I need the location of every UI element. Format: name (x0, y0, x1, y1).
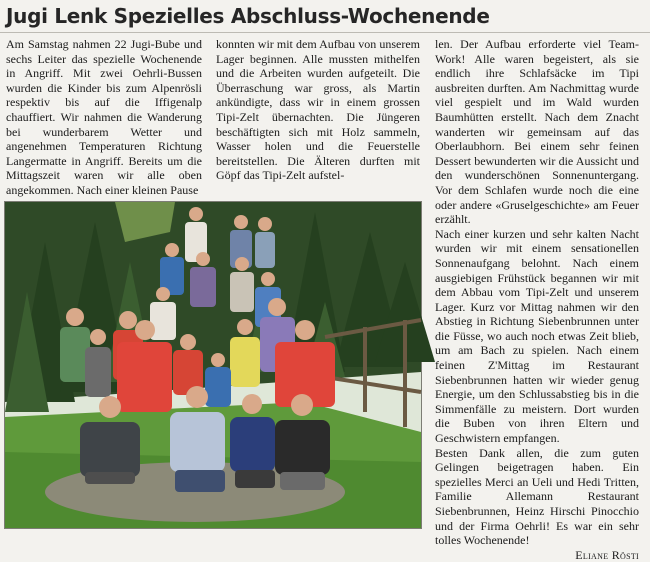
column-3-paragraph-3 (435, 446, 639, 562)
article-title: Jugi Lenk Spezielles Abschluss-Wochenende (6, 4, 490, 28)
group-photo (4, 201, 422, 529)
author-signature (435, 548, 639, 562)
author-name: Eliane Rösti (575, 547, 639, 562)
column-2-text: konnten wir mit dem Aufbau von unserem Lager beginnen. Alle mussten mithelfen und die Arbeiten wurden aufgeteilt. Die Überraschung war gross, als Martin ankündigte, dass wir in einem grossen Tipi-Zelt übernachten. Die Jüngeren beschäftigten sich mit Holz sammeln, Wasser holen und die Feuerstelle bereitstellen. Die Älteren durften mit Göpf das Tipi-Zelt aufstel- (216, 37, 420, 183)
column-2 (216, 37, 420, 183)
column-3 (435, 37, 639, 562)
thanks-text: Besten Dank allen, die zum guten Gelingen beigetragen haben. Ein spezielles Merci an Ueli und Hedi Tritten, Familie Allemann Restaurant Siebenbrunnen, Heinz Hirschi Pinocchio und der Firma Oehrli! Es war ein sehr tolles Wochenende! (435, 445, 639, 548)
group-photo-illustration (5, 202, 421, 528)
title-divider (0, 32, 650, 33)
column-1 (6, 37, 202, 198)
column-1-text: Am Samstag nahmen 22 Jugi-Bube und sechs Leiter das spezielle Wochenende in Angriff. Mit zwei Oehrli-Bussen wurden die Kinder bis zum Alpenrösli respektiv bis auf die Iffigenalp chauffiert. Wir nahmen die Wanderung bei wunderbarem Wetter und angenehmen Temperaturen Richtung Langermatte in Angriff. Bereits um die Mittagszeit waren wir alle oben angekommen. Nach einer kleinen Pause (6, 37, 202, 197)
column-3-paragraph-2: Nach einer kurzen und sehr kalten Nacht wurden wir mit einem sensationellen Sonnenaufgang belohnt. Nach einem ausgiebigen Frühstück begannen wir mit dem Abbau vom Tipi-Zelt und unserem Lager. Kurz vor Mittag nahmen wir den Abstieg in Richtung Siebenbrunnen unter die Füsse, wo auch noch etwas Zeit blieb, um am Bach zu spielen. Nach einem feinen Z'Mittag im Restaurant Siebenbrunnen hatten wir wieder genug Energie, um den Schlussabstieg bis in die Simmenfälle zu meistern. Dort wurden die Buben von ihren Eltern und Geschwistern empfangen. (435, 226, 639, 446)
column-3-paragraph-1: len. Der Aufbau erforderte viel Team-Work! Alle waren begeistert, als sie endlich ihre Schlafsäcke im Tipi ausbreiten durften. Am Nachmittag wurde viel gespielt und im Wald wurden Baumhütten erstellt. Nach dem Znacht wanderten wir gemeinsam auf das Oberlaubhorn. Bei einem sehr feinen Dessert bewunderten wir die Aussicht und den wunderschönen Sonnenuntergang. Vor dem Schlafen wurde noch die eine oder andere «Gruselgeschichte» am Feuer erzählt. (435, 37, 639, 227)
